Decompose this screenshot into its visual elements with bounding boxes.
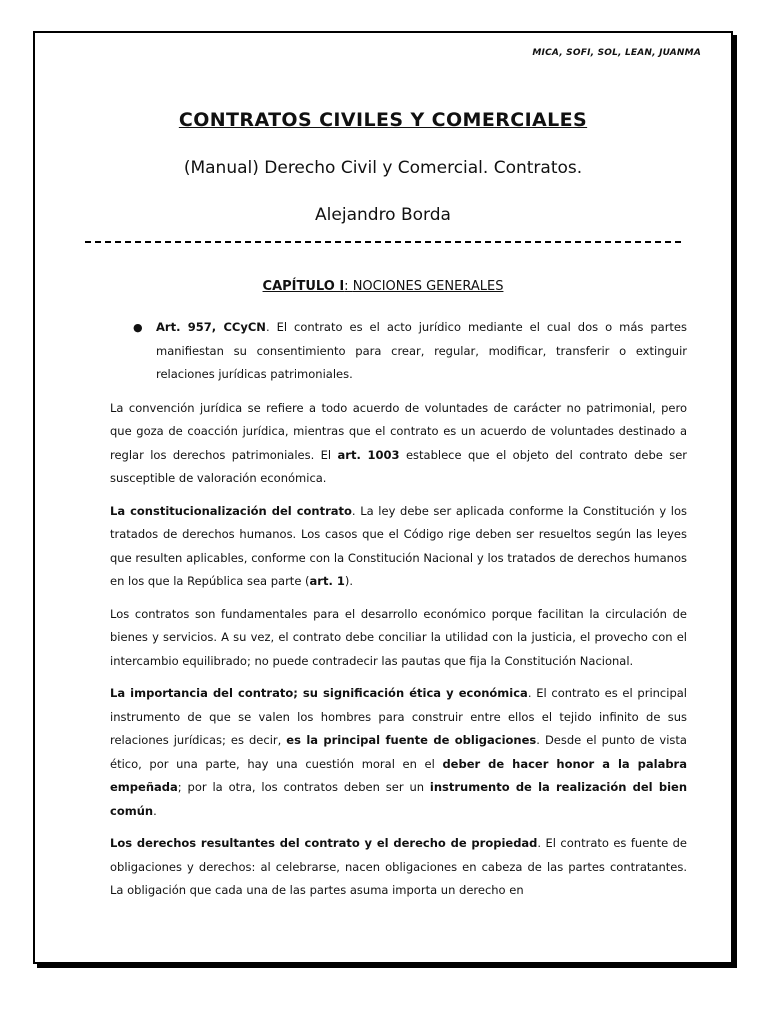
paragraph-2 [110,500,687,594]
p4-text-h: . [153,803,157,818]
p1-text-a: La convención jurídica se refiere a todo acuerdo de voluntades de carácter no patrimonial, pero que goza de coacción jurídica, mientras que el contrato es un acuerdo de voluntades destinado a reglar los derechos patrimoniales. El [110,400,687,462]
chapter-heading [35,279,731,294]
p1-text-c: establece que el objeto del contrato debe ser susceptible de valoración económica. [110,447,688,485]
p2-bold-c: art. 1 [309,574,345,588]
p4-text-b: . El contrato es el principal instrumento de que se valen los hombres para construir entre ellos el tejido infinito de sus relaciones jurídicas; es decir, [110,686,687,747]
p4-bold-a: La importancia del contrato; su significación ética y económica [110,686,528,700]
p2-text-b: . La ley debe ser aplicada conforme la Constitución y los tratados de derechos humanos. Los casos que el Código rige deben ser resueltos según las leyes que resulten aplicables, conforme con la Constitución Nacional y los tratados de derechos humanos en los que la República sea parte ( [110,503,687,588]
chapter-name: NOCIONES GENERALES [352,279,504,294]
paragraph-1 [110,397,687,491]
bullet-item [110,316,687,387]
p5-text-b: . El contrato es fuente de obligaciones y derechos: al celebrarse, nacen obligaciones en cabeza de las partes contratantes. La obligación que cada una de las partes asuma importa un derecho en [110,836,687,897]
bullet-text: . El contrato es el acto jurídico mediante el cual dos o más partes manifiestan su consentimiento para crear, regular, modificar, transferir o extinguir relaciones jurídicas patrimoniales. [156,320,687,381]
dash-divider [85,241,681,243]
p4-bold-g: instrumento de la realización del bien común [110,780,688,818]
p3-text-a: Los contratos son fundamentales para el desarrollo económico porque facilitan la circulación de bienes y servicios. A su vez, el contrato debe conciliar la utilidad con la justicia, el provecho con el intercambio equilibrado; no puede contradecir las pautas que fija la Constitución Nacional. [110,606,687,668]
bullet-dot-icon: ● [133,321,143,334]
chapter-label: CAPÍTULO I [262,279,345,294]
p5-bold-a: Los derechos resultantes del contrato y el derecho de propiedad [110,836,538,850]
p4-text-d: . Desde el punto de vista ético, por una parte, hay una cuestión moral en el [110,733,687,771]
p2-bold-a: La constitucionalización del contrato [110,503,352,518]
p4-bold-c: es la principal fuente de obligaciones [286,733,537,747]
header-authors: MICA, SOFI, SOL, LEAN, JUANMA [532,48,701,58]
paragraph-5 [110,832,687,903]
paragraph-4 [110,682,687,823]
p1-bold-b: art. 1003 [337,447,400,462]
p4-bold-e: deber de hacer honor a la palabra empeñada [110,756,687,794]
document-author: Alejandro Borda [315,205,451,225]
document-body [110,316,687,912]
chapter-separator: : [344,279,353,294]
document-title: CONTRATOS CIVILES Y COMERCIALES [178,109,588,131]
paragraph-3 [110,603,687,674]
p2-text-d: ). [344,574,354,588]
p4-text-f: ; por la otra, los contratos deben ser un [177,780,430,794]
document-page [33,31,733,964]
bullet-lead: Art. 957, CCyCN [156,320,266,334]
document-subtitle: (Manual) Derecho Civil y Comercial. Contratos. [183,158,583,178]
